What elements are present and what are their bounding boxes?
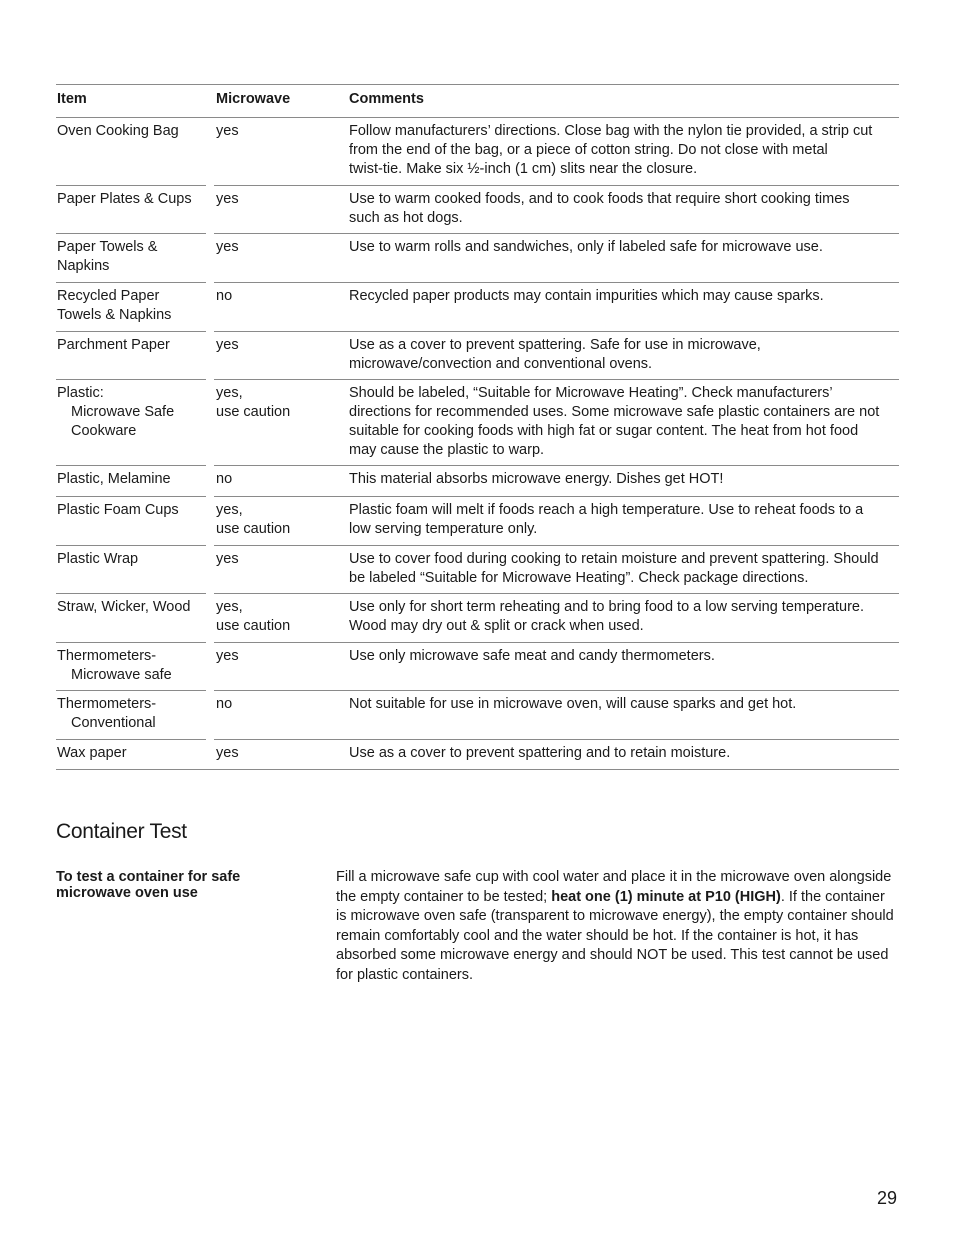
item-cell xyxy=(57,695,207,733)
cell-line: Recycled Paper xyxy=(57,288,160,304)
cell-line: Plastic, Melamine xyxy=(57,471,171,487)
cell-line: yes xyxy=(216,239,239,255)
table-row xyxy=(56,380,899,466)
microwave-cell xyxy=(216,647,336,666)
cell-line: Oven Cooking Bag xyxy=(57,123,179,139)
table-row xyxy=(56,546,899,594)
microwave-cell xyxy=(216,287,336,306)
row-divider xyxy=(56,769,899,770)
table-row xyxy=(56,740,899,770)
comments-cell xyxy=(349,336,897,374)
cell-line: Plastic foam will melt if foods reach a high temperature. Use to reheat foods to a xyxy=(349,502,864,518)
cell-line: Not suitable for use in microwave oven, will cause sparks and get hot. xyxy=(349,696,797,712)
comments-cell xyxy=(349,550,897,588)
cell-line: microwave/convection and conventional ovens. xyxy=(349,356,653,372)
cell-line: Recycled paper products may contain impurities which may cause sparks. xyxy=(349,288,824,304)
cell-line: yes xyxy=(216,745,239,761)
table-row xyxy=(56,186,899,234)
microwave-cell xyxy=(216,550,336,569)
cell-line: yes, xyxy=(216,599,243,615)
cell-line: yes xyxy=(216,123,239,139)
table-row xyxy=(56,691,899,740)
header-item: Item xyxy=(57,91,87,107)
cell-line: Straw, Wicker, Wood xyxy=(57,599,191,615)
cell-line: Napkins xyxy=(57,258,110,274)
cell-line: Use as a cover to prevent spattering. Safe for use in microwave, xyxy=(349,337,761,353)
comments-cell xyxy=(349,647,897,666)
cell-line: no xyxy=(216,696,233,712)
cell-line: Use to warm cooked foods, and to cook foods that require short cooking times xyxy=(349,191,850,207)
cell-line: Paper Towels & xyxy=(57,239,158,255)
comments-cell xyxy=(349,470,897,489)
cell-line: no xyxy=(216,471,233,487)
cell-line: be labeled “Suitable for Microwave Heating”. Check package directions. xyxy=(349,570,809,586)
cell-line: Towels & Napkins xyxy=(57,307,172,323)
comments-cell xyxy=(349,238,897,257)
cell-line: suitable for cooking foods with high fat or sugar content. The heat from hot food xyxy=(349,423,859,439)
cell-line: Use only for short term reheating and to bring food to a low serving temperature. xyxy=(349,599,865,615)
item-cell xyxy=(57,744,207,763)
table-row xyxy=(56,643,899,691)
cell-line: use caution xyxy=(216,404,291,420)
comments-cell xyxy=(349,695,897,714)
cell-line: yes, xyxy=(216,502,243,518)
item-cell xyxy=(57,122,207,141)
comments-cell xyxy=(349,501,897,539)
item-cell xyxy=(57,550,207,569)
cell-line: low serving temperature only. xyxy=(349,521,538,537)
cell-line: Microwave safe xyxy=(71,667,172,683)
cell-line: Use only microwave safe meat and candy thermometers. xyxy=(349,648,715,664)
comments-cell xyxy=(349,744,897,763)
microwave-cell xyxy=(216,470,336,489)
test-text-end: . If the container is microwave oven safe (transparent to microwave energy), the empty container should remain comfortably cool and the water should be hot. If the container is hot, it has absorbed some microwave energy and should NOT be used. This test cannot be used for plastic containers. xyxy=(336,888,894,983)
comments-cell xyxy=(349,287,897,306)
item-cell xyxy=(57,470,207,489)
microwave-cell xyxy=(216,744,336,763)
table-row xyxy=(56,466,899,497)
cell-line: Wax paper xyxy=(57,745,127,761)
cell-line: directions for recommended uses. Some microwave safe plastic containers are not xyxy=(349,404,880,420)
table-header xyxy=(56,84,899,118)
test-label: To test a container for safe microwave oven use xyxy=(56,869,241,901)
cell-line: use caution xyxy=(216,618,291,634)
header-microwave: Microwave xyxy=(216,91,291,107)
cell-line: Use as a cover to prevent spattering and to retain moisture. xyxy=(349,745,731,761)
cell-line: Paper Plates & Cups xyxy=(57,191,192,207)
cell-line: This material absorbs microwave energy. Dishes get HOT! xyxy=(349,471,724,487)
cell-line: Should be labeled, “Suitable for Microwave Heating”. Check manufacturers’ xyxy=(349,385,833,401)
cell-line: Plastic Wrap xyxy=(57,551,139,567)
table-row xyxy=(56,234,899,283)
microwave-cell xyxy=(216,384,336,422)
microwave-cell xyxy=(216,501,336,539)
cell-line: Thermometers- xyxy=(57,696,157,712)
item-cell xyxy=(57,238,207,276)
cell-line: use caution xyxy=(216,521,291,537)
item-cell xyxy=(57,190,207,209)
comments-cell xyxy=(349,190,897,228)
header-comments: Comments xyxy=(349,91,424,107)
cell-line: yes xyxy=(216,648,239,664)
materials-table xyxy=(56,84,899,770)
microwave-cell xyxy=(216,598,336,636)
item-cell xyxy=(57,336,207,355)
cell-line: Parchment Paper xyxy=(57,337,170,353)
comments-cell xyxy=(349,598,897,636)
microwave-cell xyxy=(216,336,336,355)
page-number: 29 xyxy=(876,1188,897,1208)
cell-line: Conventional xyxy=(71,715,156,731)
cell-line: Microwave Safe xyxy=(71,404,175,420)
section-title: Container Test xyxy=(56,820,187,843)
microwave-cell xyxy=(216,122,336,141)
microwave-cell xyxy=(216,190,336,209)
comments-cell xyxy=(349,122,897,179)
cell-line: Thermometers- xyxy=(57,648,157,664)
cell-line: yes xyxy=(216,551,239,567)
comments-cell xyxy=(349,384,897,460)
cell-line: yes xyxy=(216,337,239,353)
microwave-cell xyxy=(216,695,336,714)
cell-line: such as hot dogs. xyxy=(349,210,463,226)
cell-line: no xyxy=(216,288,233,304)
table-row xyxy=(56,118,899,186)
cell-line: Follow manufacturers’ directions. Close bag with the nylon tie provided, a strip cut xyxy=(349,123,873,139)
test-text-bold: heat one (1) minute at P10 (HIGH) xyxy=(551,888,781,905)
test-text-start: Fill a microwave safe cup with cool water and place it in the microwave oven alongside the empty container to be tested; xyxy=(336,869,892,905)
cell-line: yes xyxy=(216,191,239,207)
table-body xyxy=(56,118,899,770)
cell-line: yes, xyxy=(216,385,243,401)
item-cell xyxy=(57,598,207,617)
table-row xyxy=(56,497,899,546)
cell-line: Plastic: xyxy=(57,385,104,401)
table-row xyxy=(56,283,899,332)
cell-line: may cause the plastic to warp. xyxy=(349,442,545,458)
item-cell xyxy=(57,647,207,685)
item-cell xyxy=(57,501,207,520)
item-cell xyxy=(57,287,207,325)
cell-line: Wood may dry out & split or crack when used. xyxy=(349,618,644,634)
cell-line: Use to cover food during cooking to retain moisture and prevent spattering. Should xyxy=(349,551,879,567)
item-cell xyxy=(57,384,207,441)
table-row xyxy=(56,332,899,380)
cell-line: from the end of the bag, or a piece of cotton string. Do not close with metal xyxy=(349,142,828,158)
cell-line: Use to warm rolls and sandwiches, only if labeled safe for microwave use. xyxy=(349,239,823,255)
cell-line: twist-tie. Make six ½-inch (1 cm) slits near the closure. xyxy=(349,161,698,177)
cell-line: Plastic Foam Cups xyxy=(57,502,179,518)
test-instructions xyxy=(336,868,898,985)
microwave-cell xyxy=(216,238,336,257)
table-row xyxy=(56,594,899,643)
cell-line: Cookware xyxy=(71,423,137,439)
